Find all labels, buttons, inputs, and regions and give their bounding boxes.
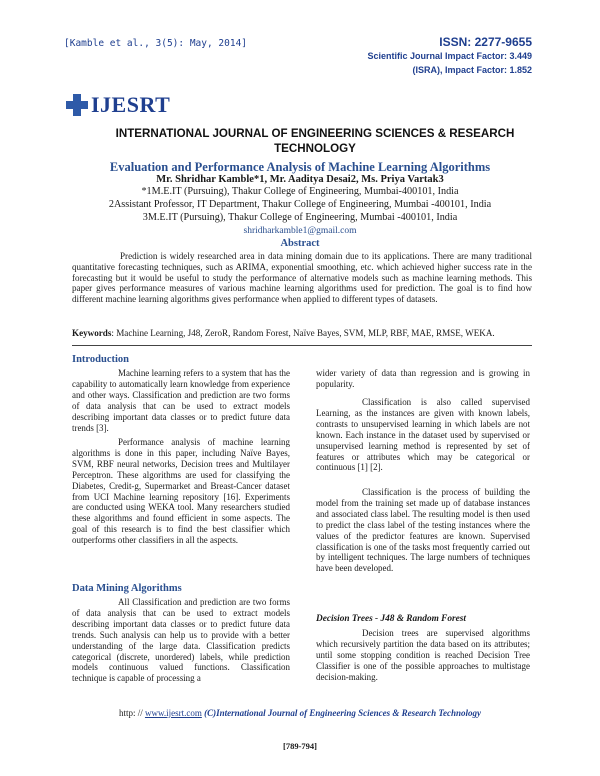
keywords — [72, 328, 532, 338]
journal-name: INTERNATIONAL JOURNAL OF ENGINEERING SCIENCES & RESEARCH TECHNOLOGY — [115, 127, 515, 155]
footer-prefix: http: // — [118, 708, 145, 718]
intro-paragraph-1: Machine learning refers to a system that has the capability to automatically learn knowledge from experience and other ways. Classification and prediction are two forms of data analysis that can be used to extract models describing important data classes or to predict future data trends [3]. — [72, 368, 290, 433]
impact-factor-sjif: Scientific Journal Impact Factor: 3.449 — [367, 51, 532, 61]
decision-trees-heading: Decision Trees - J48 & Random Forest — [316, 614, 466, 624]
page-range: [789-794] — [283, 741, 317, 751]
abstract-text: Prediction is widely researched area in data mining domain due to its applications. There are many traditional quantitative forecasting techniques, such as ARIMA, exponential smoothing, etc. which achieved higher success rate in the forecasting but it would be useful to study the performance of alternative models such as machine learning methods. This paper gives performance measures of various machine learning algorithms used for prediction. The goal is to find how different machine learning algorithms gives performance when applied to different types of datasets. — [72, 251, 532, 305]
citation: [Kamble et al., 3(5): May, 2014] — [64, 38, 248, 49]
keywords-list: : Machine Learning, J48, ZeroR, Random Forest, Naïve Bayes, SVM, MLP, RBF, MAE, RMSE, WEKA. — [111, 328, 495, 338]
paper-title: Evaluation and Performance Analysis of Machine Learning Algorithms — [109, 160, 491, 174]
issn: ISSN: 2277-9655 — [439, 35, 532, 49]
footer-journal: (C)International Journal of Engineering Sciences & Research Technology — [201, 708, 482, 718]
footer-url-link[interactable]: www.ijesrt.com — [144, 708, 202, 718]
impact-factor-isra: (ISRA), Impact Factor: 1.852 — [412, 65, 532, 75]
right-paragraph-3: Classification is the process of building the model from the training set made up of database instances and associated class label. The resulting model is then used to predict the class label of the testing instances where the values of the predictor features are known. Supervised classification is one of the tasks most frequently carried out by intelligent techniques. The large numbers of techniques have been developed. — [316, 487, 530, 574]
data-mining-heading: Data Mining Algorithms — [72, 583, 182, 594]
footer — [60, 708, 540, 718]
affiliation-3: 3M.E.IT (Pursuing), Thakur College of Engineering, Mumbai -400101, India — [142, 212, 458, 223]
issn-block — [367, 35, 532, 77]
right-paragraph-2: Classification is also called supervised Learning, as the instances are given with known labels, contrasts to unsupervised learning in which labels are not known. Each instance in the dataset used by supervised or unsupervised learning method is represented by set of features or attributes which may be categorical or continuous [1] [2]. — [316, 397, 530, 473]
keywords-label: Keywords — [72, 328, 112, 338]
logo-text: IJESRT — [91, 92, 171, 117]
email: shridharkamble1@gmail.com — [243, 226, 357, 236]
authors: Mr. Shridhar Kamble*1, Mr. Aaditya Desai2, Ms. Priya Vartak3 — [156, 174, 444, 185]
plus-icon — [66, 94, 88, 116]
abstract-heading: Abstract — [280, 238, 320, 249]
decision-trees-paragraph-1: Decision trees are supervised algorithms which recursively partition the data based on its attributes; until some stopping condition is reached Decision Tree Classifier is one of the possible approaches to multistage decision-making. — [316, 628, 530, 682]
affiliation-2: 2Assistant Professor, IT Department, Thakur College of Engineering, Mumbai -400101, India — [108, 199, 492, 210]
intro-heading: Introduction — [72, 354, 129, 365]
intro-paragraph-2: Performance analysis of machine learning algorithms is done in this paper, including Naïve Bayes, SVM, RBF neural networks, Decision trees and Multilayer Perceptron. These algorithms are used for classifying the Diabetes, Credit-g, Supermarket and Breast-Cancer dataset from UCI Machine learning repository [16]. Experiments are conducted using WEKA tool. Many researchers studied these algorithms and found efficient in some aspects. The goal of this research is to find the best classifier which outperforms other classifiers in all the aspects. — [72, 437, 290, 546]
right-paragraph-1: wider variety of data than regression and is growing in popularity. — [316, 368, 530, 389]
divider — [72, 345, 532, 346]
data-mining-paragraph-1: All Classification and prediction are two forms of data analysis that can be used to extract models describing important data classes or to predict future data trends. Such analysis can help us to provide with a better understanding of the large data. Classification predicts categorical (discrete, unordered) labels, while prediction models continuous valued functions. Classification technique is capable of processing a — [72, 597, 290, 684]
affiliation-1: *1M.E.IT (Pursuing), Thakur College of Engineering, Mumbai-400101, India — [141, 186, 459, 197]
journal-logo — [66, 92, 170, 118]
